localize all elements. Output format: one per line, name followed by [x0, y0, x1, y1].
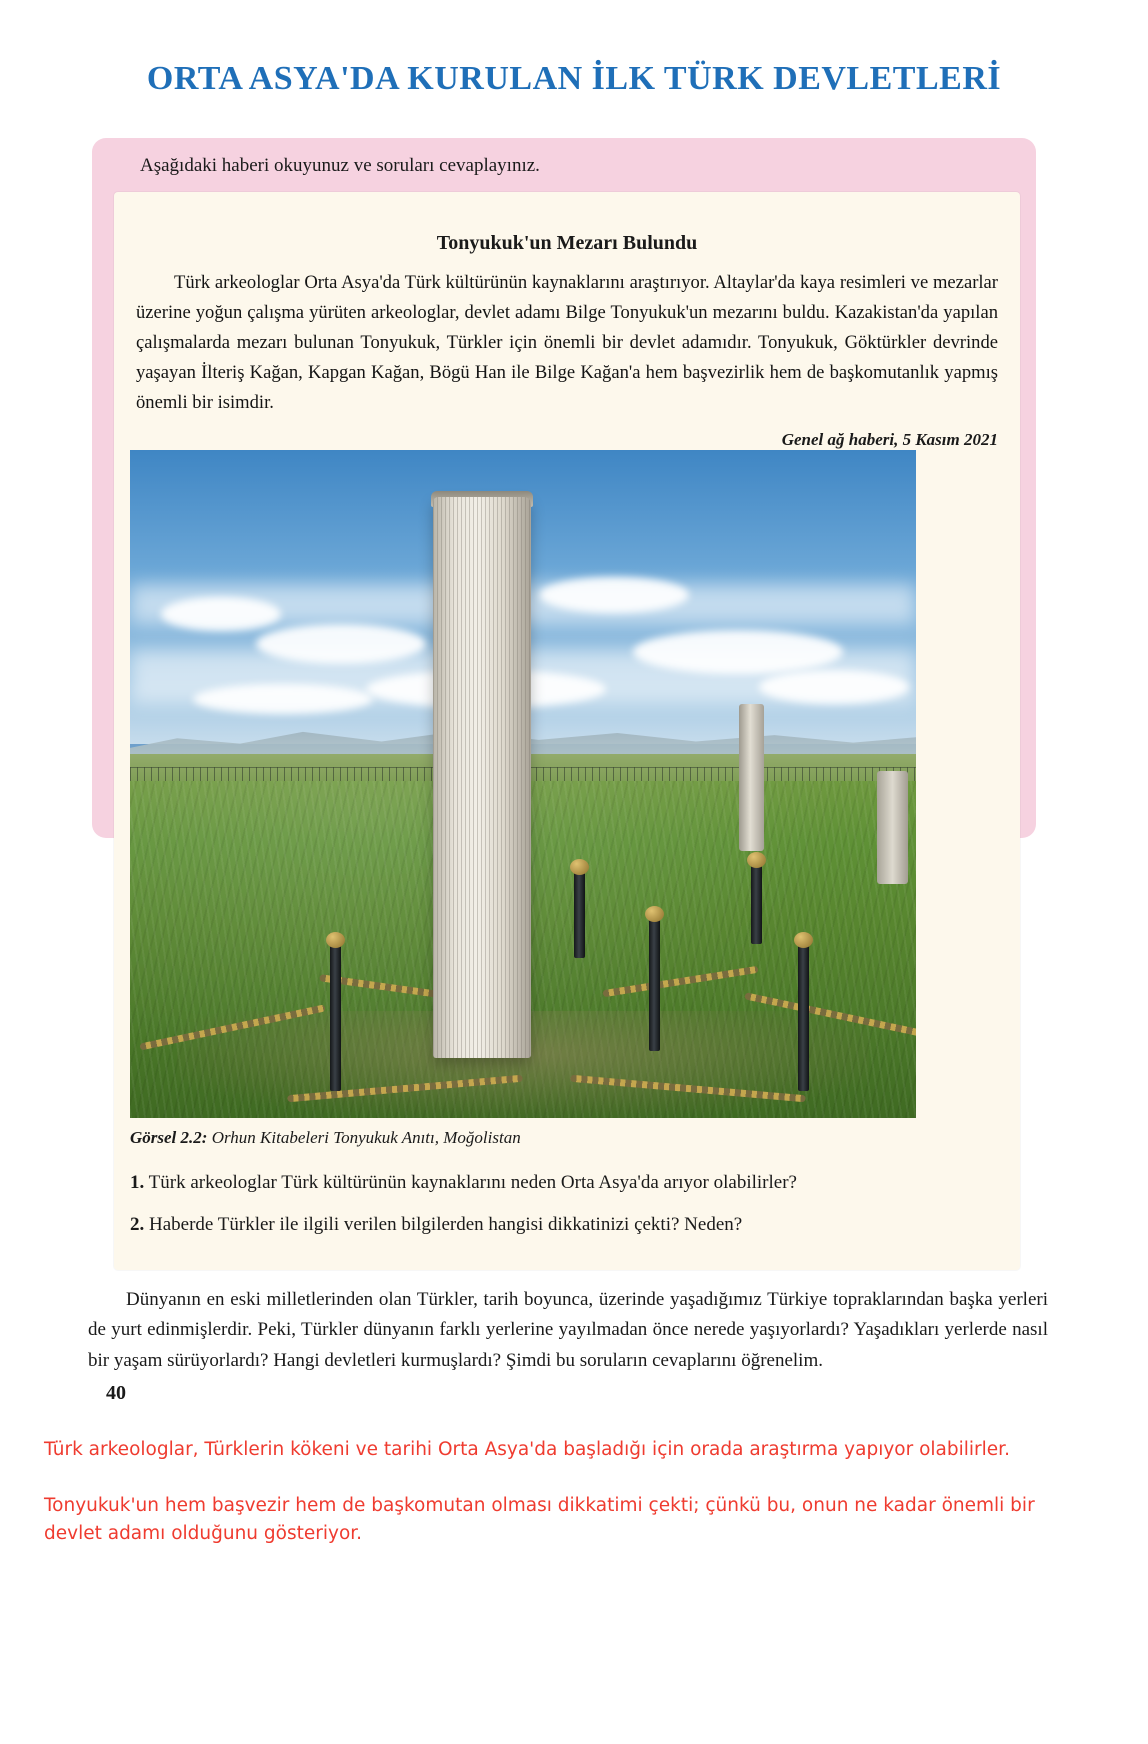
question-2-number: 2. [130, 1214, 145, 1235]
answer-2: Tonyukuk'un hem başvezir hem de başkomutan olması dikkatimi çekti; çünkü bu, onun ne kadar önemli bir devlet adamı olduğunu gösteriyor. [44, 1495, 1035, 1544]
figure-caption-label: Görsel 2.2: [130, 1128, 208, 1147]
cloud [539, 577, 689, 613]
fence-post [798, 944, 809, 1091]
closing-paragraph: Dünyanın en eski milletlerinden olan Türkler, tarih boyunca, üzerinde yaşadığımız Türkiye topraklarından başka yerleri de yurt edinmişlerdir. Peki, Türkler dünyanın farklı yerlerine yayılmadan önce nerede yaşıyorlardı? Yaşadıkları yerlerde nasıl bir yaşam sürüyorlardı? Hangi devletleri kurmuşlardı? Şimdi bu soruların cevaplarını öğrenelim. [88, 1289, 1048, 1371]
instruction-text: Aşağıdaki haberi okuyunuz ve soruları cevaplayınız. [140, 155, 540, 176]
news-body: Türk arkeologlar Orta Asya'da Türk kültürünün kaynaklarını araştırıyor. Altaylar'da kaya resimleri ve mezarlar üzerine yoğun çalışma yürüten arkeologlar, devlet adamı Bilge Tonyukuk'un mezarını buldu. Kazakistan'da yapılan çalışmalarda mezarı bulunan Tonyukuk, Türkler için önemli bir devlet adamıdır. Tonyukuk, Göktürkler devrinde yaşayan İlteriş Kağan, Kapgan Kağan, Bögü Han ile Bilge Kağan'a hem başvezirlik hem de başkomutanlık yapmış önemli bir isimdir. [136, 272, 998, 414]
distant-stele [739, 704, 764, 851]
question-2-text: Haberde Türkler ile ilgili verilen bilgilerden hangisi dikkatinizi çekti? Neden? [144, 1214, 743, 1235]
question-1-text: Türk arkeologlar Türk kültürünün kaynaklarını neden Orta Asya'da arıyor olabilirler? [144, 1172, 797, 1193]
news-headline: Tonyukuk'un Mezarı Bulundu [436, 232, 698, 254]
cloud [193, 684, 373, 714]
fence-post [649, 918, 660, 1052]
figure-caption [130, 1128, 920, 1148]
fence-post [751, 864, 762, 944]
page-title: ORTA ASYA'DA KURULAN İLK TÜRK DEVLETLERİ [146, 60, 1002, 97]
news-source: Genel ağ haberi, 5 Kasım 2021 [781, 430, 998, 449]
question-2 [130, 1214, 930, 1236]
distant-stele-right [877, 771, 908, 885]
cloud [256, 624, 426, 664]
photo-scene [130, 450, 916, 1118]
fence-post [330, 944, 341, 1091]
question-1-number: 1. [130, 1172, 145, 1193]
figure-caption-text: Orhun Kitabeleri Tonyukuk Anıtı, Moğolistan [207, 1128, 521, 1147]
page-number: 40 [106, 1382, 126, 1404]
stone-stele-photo [130, 450, 916, 1118]
question-1 [130, 1172, 930, 1194]
tonyukuk-stele [433, 497, 531, 1058]
cloud [161, 597, 281, 631]
answer-1: Türk arkeologlar, Türklerin kökeni ve tarihi Orta Asya'da başladığı için orada araştırma yapıyor olabilirler. [44, 1439, 1010, 1460]
fence-post [574, 871, 585, 958]
